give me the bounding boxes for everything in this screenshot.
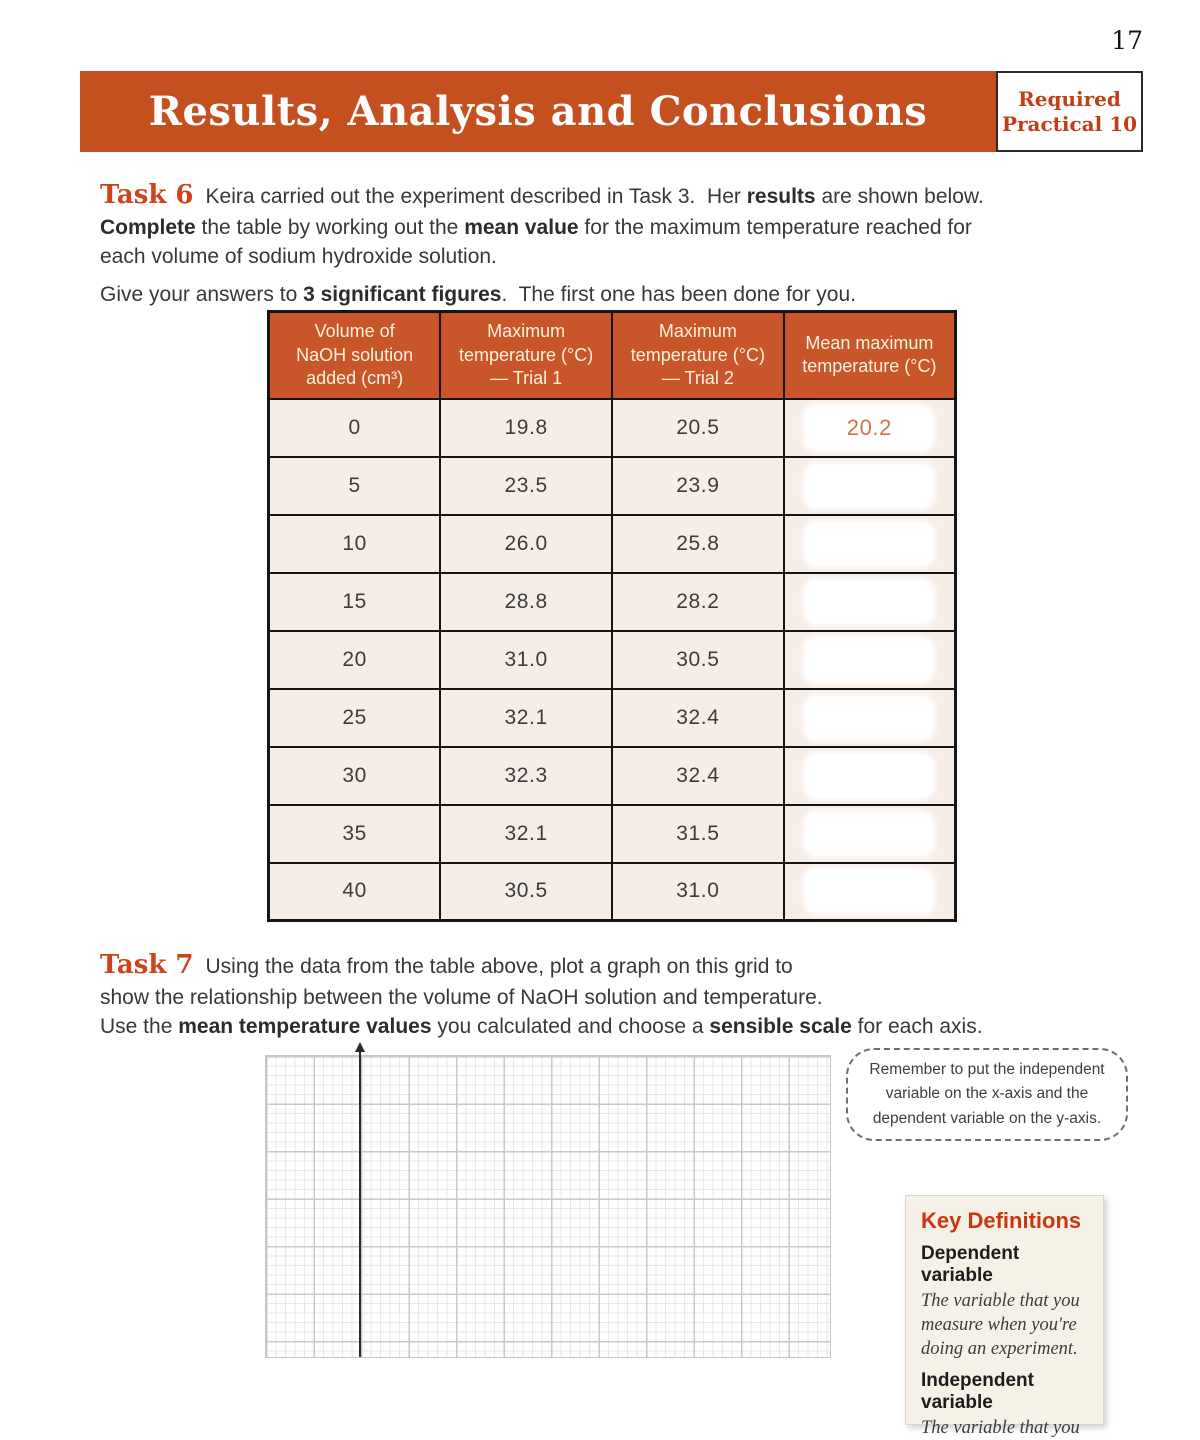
mean-cell [784, 515, 956, 573]
mean-answer-box[interactable] [806, 581, 932, 623]
reminder-note [846, 1048, 1128, 1141]
mean-cell [784, 747, 956, 805]
mean-cell [784, 573, 956, 631]
mean-cell [784, 805, 956, 863]
task6-text: Give your answers to [100, 282, 304, 306]
reminder-line: variable on the x-axis and the [885, 1085, 1089, 1103]
results-table [267, 310, 957, 922]
table-row [269, 399, 956, 457]
definition-text: The variable that you measure when you're doing an experiment. [921, 1291, 1080, 1360]
mean-cell [784, 863, 956, 921]
mean-answer-box[interactable] [806, 697, 932, 739]
graph-grid[interactable] [265, 1055, 831, 1358]
mean-answer-box[interactable] [806, 755, 932, 797]
definition-term: Independent variable [921, 1370, 1034, 1414]
reminder-line: Remember to put the independent [869, 1061, 1105, 1079]
task7-text: Using the data from the table above, plot a graph on this grid to [205, 955, 793, 978]
task6-paragraph-1 [100, 178, 1114, 272]
trial1-cell: 23.5 [440, 457, 612, 515]
definition-text: The variable that you [921, 1418, 1080, 1439]
definition-term: Dependent variable [921, 1243, 1020, 1286]
task6-bold-mean-value: mean value [464, 215, 579, 239]
page-title: Results, Analysis and Conclusions [148, 88, 928, 135]
column-header-trial2: Maximum temperature (°C) — Trial 2 [612, 312, 784, 399]
trial1-cell: 32.1 [440, 689, 612, 747]
mean-answer-box[interactable] [806, 639, 932, 681]
task6-text: for the maximum temperature reached for [578, 215, 972, 239]
table-row [269, 457, 956, 515]
page-number: 17 [1111, 26, 1143, 55]
volume-cell: 5 [269, 457, 441, 515]
task6-text: the table by working out the [195, 215, 465, 239]
trial2-cell: 28.2 [612, 573, 784, 631]
volume-cell: 15 [269, 573, 441, 631]
trial1-cell: 26.0 [440, 515, 612, 573]
task7-section [100, 948, 1114, 1042]
mean-cell [784, 457, 956, 515]
task6-text: . The first one has been done for you. [501, 282, 856, 306]
trial2-cell: 30.5 [612, 631, 784, 689]
volume-cell: 0 [269, 399, 441, 457]
badge-line-2: Practical 10 [1001, 111, 1138, 136]
trial2-cell: 31.5 [612, 805, 784, 863]
task7-text: you calculated and choose a [431, 1014, 710, 1038]
table-row [269, 573, 956, 631]
column-header-volume: Volume of NaOH solution added (cm³) [269, 312, 441, 399]
key-definitions-box [905, 1195, 1104, 1439]
header-banner [80, 71, 1143, 152]
mean-answer-box[interactable] [806, 523, 932, 565]
task6-bold-complete: Complete [100, 215, 196, 239]
task6-text: are shown below. [815, 185, 984, 208]
badge-line-1: Required [1018, 86, 1121, 111]
task6-section [100, 178, 1114, 310]
task7-paragraph [100, 948, 1114, 1042]
table-row [269, 805, 956, 863]
trial2-cell: 31.0 [612, 863, 784, 921]
volume-cell: 35 [269, 805, 441, 863]
task7-text: show the relationship between the volume of NaOH solution and temperature. [100, 985, 823, 1009]
table-row [269, 689, 956, 747]
trial1-cell: 32.1 [440, 805, 612, 863]
column-header-trial1: Maximum temperature (°C) — Trial 1 [440, 312, 612, 399]
trial2-cell: 32.4 [612, 689, 784, 747]
mean-answer-box[interactable] [806, 465, 932, 507]
task7-bold-sensible-scale: sensible scale [709, 1014, 852, 1038]
task6-bold-results: results [746, 185, 816, 208]
key-definitions-title: Key Definitions [921, 1208, 1082, 1233]
task6-text: each volume of sodium hydroxide solution. [100, 244, 497, 268]
table-header-row [269, 312, 956, 399]
mean-cell [784, 399, 956, 457]
table-row [269, 747, 956, 805]
mean-cell [784, 689, 956, 747]
mean-answer-box[interactable]: 20.2 [806, 407, 932, 449]
trial1-cell: 30.5 [440, 863, 612, 921]
mean-cell [784, 631, 956, 689]
trial2-cell: 20.5 [612, 399, 784, 457]
volume-cell: 40 [269, 863, 441, 921]
y-axis-arrow [359, 1051, 361, 1357]
volume-cell: 10 [269, 515, 441, 573]
volume-cell: 25 [269, 689, 441, 747]
trial2-cell: 32.4 [612, 747, 784, 805]
task7-text: Use the [100, 1014, 179, 1038]
task6-bold-sig-figs: 3 significant figures [303, 282, 502, 306]
trial1-cell: 19.8 [440, 399, 612, 457]
volume-cell: 30 [269, 747, 441, 805]
table-row [269, 515, 956, 573]
task7-label: Task 7 [100, 950, 194, 980]
column-header-mean: Mean maximum temperature (°C) [784, 312, 956, 399]
required-practical-badge [996, 71, 1143, 152]
task7-text: for each axis. [851, 1014, 983, 1038]
mean-answer-box[interactable] [806, 813, 932, 855]
task6-label: Task 6 [100, 180, 194, 210]
trial1-cell: 31.0 [440, 631, 612, 689]
trial2-cell: 25.8 [612, 515, 784, 573]
task7-bold-mean-values: mean temperature values [178, 1014, 432, 1038]
task6-paragraph-2 [100, 281, 1114, 310]
trial1-cell: 32.3 [440, 747, 612, 805]
header-banner-orange [80, 71, 996, 152]
table-row [269, 631, 956, 689]
mean-answer-box[interactable] [806, 870, 932, 912]
reminder-line: dependent variable on the y-axis. [872, 1109, 1102, 1127]
table-row [269, 863, 956, 921]
task6-text: Keira carried out the experiment described in Task 3. Her [205, 185, 747, 208]
trial1-cell: 28.8 [440, 573, 612, 631]
volume-cell: 20 [269, 631, 441, 689]
trial2-cell: 23.9 [612, 457, 784, 515]
